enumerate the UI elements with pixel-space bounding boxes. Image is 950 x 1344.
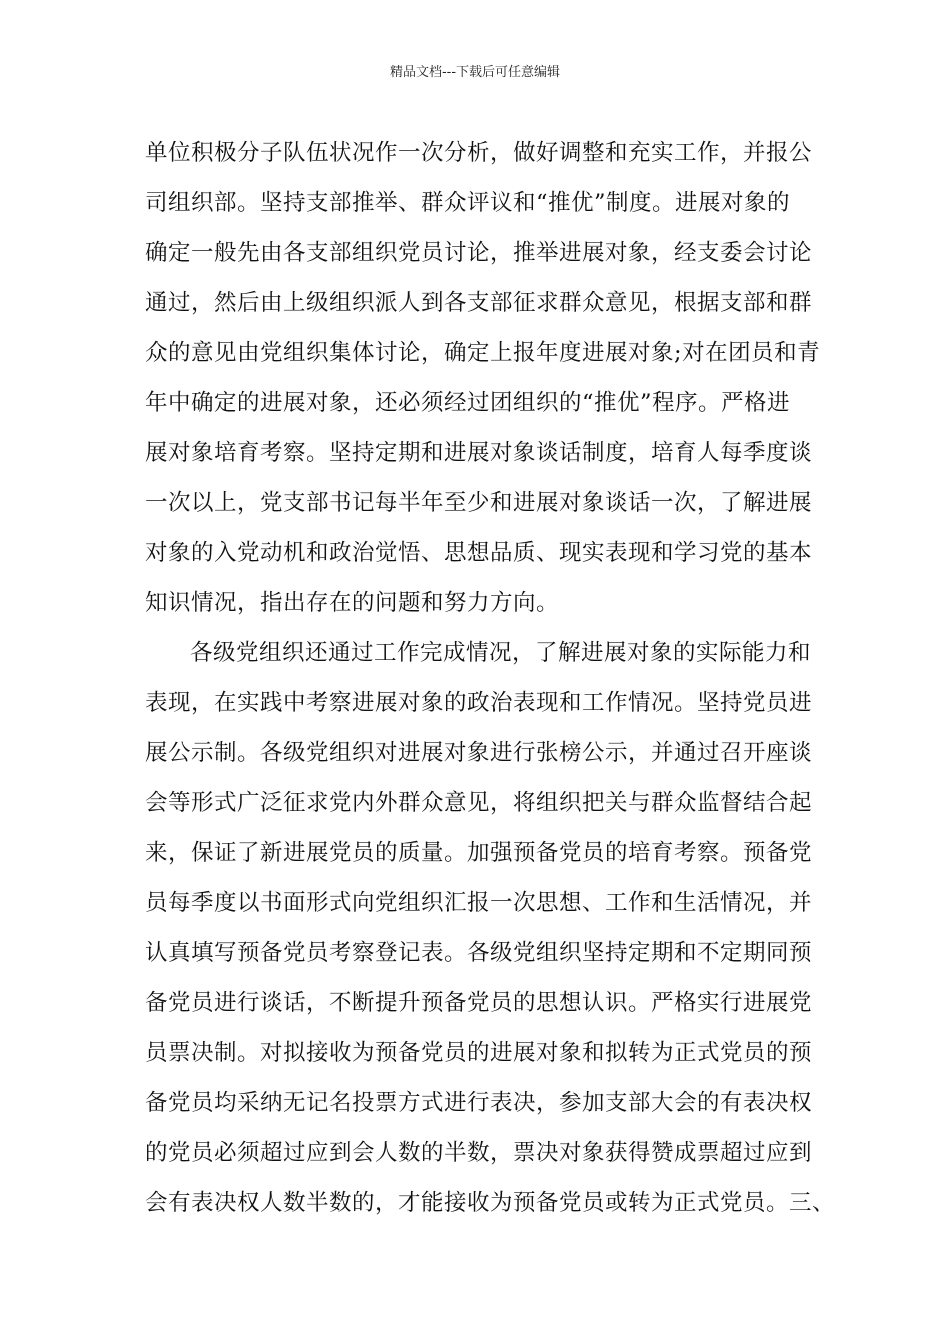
- text-line: 确定一般先由各支部组织党员讨论，推举进展对象，经支委会讨论: [145, 240, 813, 266]
- text-line: 认真填写预备党员考察登记表。各级党组织坚持定期和不定期同预: [145, 940, 813, 966]
- text-line: 备党员均采纳无记名投票方式进行表决，参加支部大会的有表决权: [145, 1090, 813, 1116]
- paragraph-first-line: 各级党组织还通过工作完成情况，了解进展对象的实际能力和: [190, 640, 812, 666]
- page-header: 精品文档---下载后可任意编辑: [389, 65, 561, 80]
- text-line: 员票决制。对拟接收为预备党员的进展对象和拟转为正式党员的预: [145, 1040, 813, 1066]
- text-line: 司组织部。坚持支部推举、群众评议和“推优”制度。进展对象的: [145, 190, 791, 216]
- text-line: 备党员进行谈话，不断提升预备党员的思想认识。严格实行进展党: [145, 990, 813, 1016]
- text-line: 来，保证了新进展党员的质量。加强预备党员的培育考察。预备党: [145, 840, 813, 866]
- text-line: 展对象培育考察。坚持定期和进展对象谈话制度，培育人每季度谈: [145, 440, 813, 466]
- text-line: 年中确定的进展对象，还必须经过团组织的“推优”程序。严格进: [145, 390, 791, 416]
- text-line: 员每季度以书面形式向党组织汇报一次思想、工作和生活情况，并: [145, 890, 813, 916]
- text-line: 表现，在实践中考察进展对象的政治表现和工作情况。坚持党员进: [145, 690, 813, 716]
- text-line: 通过，然后由上级组织派人到各支部征求群众意见，根据支部和群: [145, 290, 813, 316]
- text-line: 单位积极分子队伍状况作一次分析，做好调整和充实工作，并报公: [145, 140, 813, 166]
- text-line: 展公示制。各级党组织对进展对象进行张榜公示，并通过召开座谈: [145, 740, 813, 766]
- text-line: 对象的入党动机和政治觉悟、思想品质、现实表现和学习党的基本: [145, 540, 813, 566]
- text-line: 知识情况，指出存在的问题和努力方向。: [145, 590, 560, 616]
- document-body: [145, 128, 835, 1228]
- text-line: 的党员必须超过应到会人数的半数，票决对象获得赞成票超过应到: [145, 1140, 813, 1166]
- text-line: 会等形式广泛征求党内外群众意见，将组织把关与群众监督结合起: [145, 790, 813, 816]
- text-line: 一次以上，党支部书记每半年至少和进展对象谈话一次，了解进展: [145, 490, 813, 516]
- text-line: 会有表决权人数半数的，才能接收为预备党员或转为正式党员。三、: [145, 1190, 836, 1216]
- text-line: 众的意见由党组织集体讨论，确定上报年度进展对象;对在团员和青: [145, 340, 821, 366]
